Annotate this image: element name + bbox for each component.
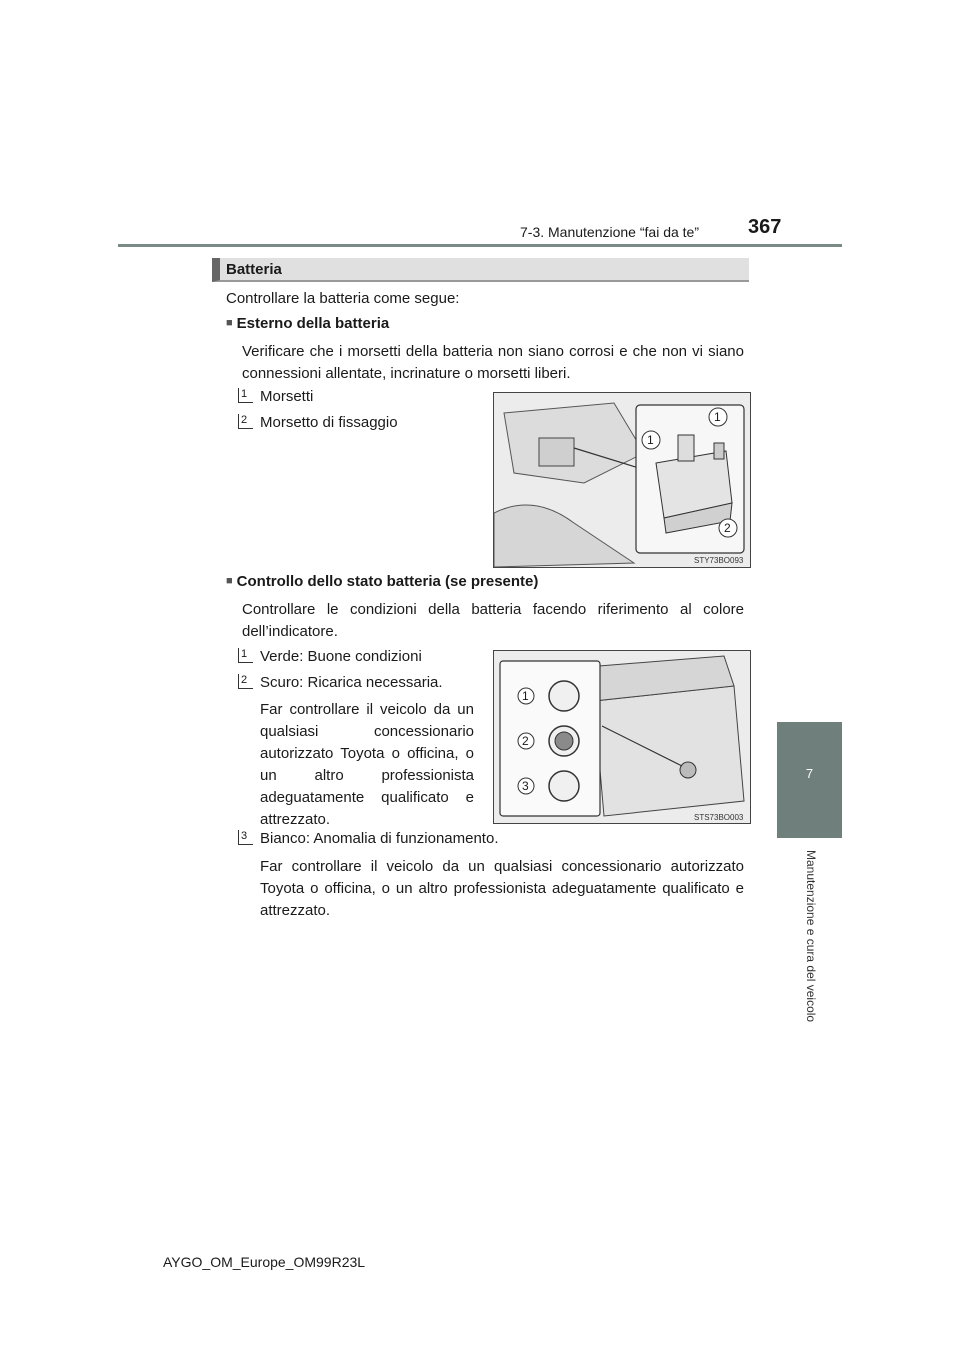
item-label: Bianco: Anomalia di funzionamento.	[260, 830, 499, 847]
indicator-illustration	[494, 651, 750, 823]
header-rule	[118, 244, 842, 247]
section-title-bar	[212, 258, 749, 282]
battery-indicator-figure	[493, 650, 751, 824]
status-heading: ■ Controllo dello stato batteria (se presente)	[226, 573, 538, 590]
chapter-label: Manutenzione e cura del veicolo	[804, 850, 818, 1023]
item-number: 1	[238, 648, 253, 663]
document-footer: AYGO_OM_Europe_OM99R23L	[163, 1254, 366, 1270]
item-label: Verde: Buone condizioni	[260, 648, 422, 665]
figure-callout: 1	[522, 689, 529, 703]
figure-callout: 2	[724, 521, 731, 535]
battery-illustration	[494, 393, 750, 567]
item-number: 1	[238, 388, 253, 403]
page-number: 367	[748, 216, 782, 238]
item-number: 2	[238, 414, 253, 429]
figure-callout: 1	[714, 410, 721, 424]
figure-callout: 1	[647, 433, 654, 447]
status-text: Controllare le condizioni della batteria facendo riferimento al colore dell’indicatore.	[242, 601, 744, 640]
exterior-text: Verificare che i morsetti della batteria non siano corrosi e che non vi siano connessioni allentate, incrinature o morsetti liberi.	[242, 343, 744, 382]
section-title: Batteria	[226, 261, 282, 278]
exterior-heading: ■ Esterno della batteria	[226, 315, 389, 332]
item-number: 3	[238, 830, 253, 845]
running-header-section: 7-3. Manutenzione “fai da te”	[520, 224, 699, 240]
battery-terminals-figure	[493, 392, 751, 568]
figure-callout: 3	[522, 779, 529, 793]
figure-code: STS73BO003	[694, 813, 744, 822]
item-note: Far controllare il veicolo da un qualsiasi concessionario autorizzato Toyota o officina, o un altro professionista adeguatamente qualificato e attrezzato.	[260, 858, 744, 919]
chapter-number: 7	[805, 766, 814, 781]
item-label: Morsetti	[260, 388, 314, 405]
figure-callout: 2	[522, 734, 529, 748]
item-label: Scuro: Ricarica necessaria.	[260, 674, 443, 691]
item-note: Far controllare il veicolo da un qualsiasi concessionario autorizzato Toyota o officina, o un altro professionista adeguatamente qualificato e attrezzato.	[260, 701, 474, 828]
item-number: 2	[238, 674, 253, 689]
figure-code: STY73BO093	[694, 556, 744, 565]
item-label: Morsetto di fissaggio	[260, 414, 398, 431]
intro-text: Controllare la batteria come segue:	[226, 290, 460, 307]
